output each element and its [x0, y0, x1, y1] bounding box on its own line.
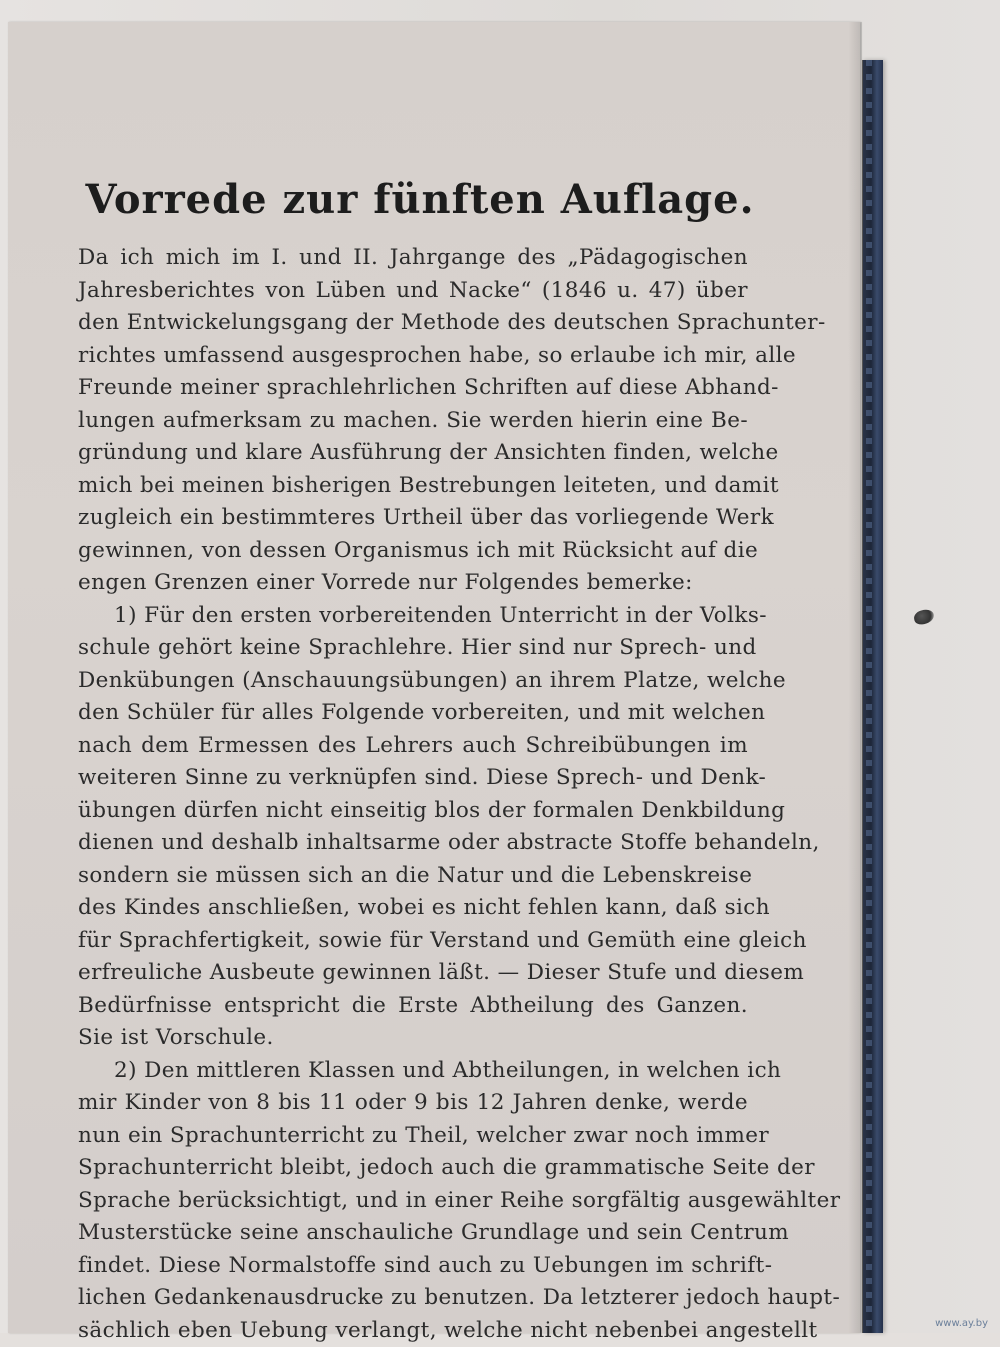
text-line: 1) Für den ersten vorbereitenden Unterricht in der Volks- [78, 600, 748, 633]
text-line: Musterstücke seine anschauliche Grundlage und sein Centrum [78, 1217, 748, 1250]
text-line: Sprache berücksichtigt, und in einer Reihe sorgfältig ausgewählter [78, 1185, 748, 1218]
text-line: für Sprachfertigkeit, sowie für Verstand und Gemüth eine gleich [78, 925, 748, 958]
text-line: Jahresberichtes von Lüben und Nacke“ (1846 u. 47) über [78, 275, 748, 308]
text-line: sächlich eben Uebung verlangt, welche nicht nebenbei angestellt [78, 1315, 748, 1347]
page-gutter-shadow [848, 22, 862, 1333]
text-line: des Kindes anschließen, wobei es nicht fehlen kann, daß sich [78, 892, 748, 925]
text-line: gründung und klare Ausführung der Ansichten finden, welche [78, 437, 748, 470]
body-text [78, 242, 748, 1347]
text-line: lichen Gedankenausdrucke zu benutzen. Da letzterer jedoch haupt- [78, 1282, 748, 1315]
text-line: gewinnen, von dessen Organismus ich mit Rücksicht auf die [78, 535, 748, 568]
text-line: nun ein Sprachunterricht zu Theil, welcher zwar noch immer [78, 1120, 748, 1153]
text-line: Denkübungen (Anschauungsübungen) an ihrem Platze, welche [78, 665, 748, 698]
text-line: den Schüler für alles Folgende vorbereiten, und mit welchen [78, 697, 748, 730]
watermark-text: www.ay.by [935, 1318, 988, 1329]
text-line: den Entwickelungsgang der Methode des deutschen Sprachunter- [78, 307, 748, 340]
text-line: lungen aufmerksam zu machen. Sie werden hierin eine Be- [78, 405, 748, 438]
text-line: richtes umfassend ausgesprochen habe, so erlaube ich mir, alle [78, 340, 748, 373]
text-line: mich bei meinen bisherigen Bestrebungen leiteten, und damit [78, 470, 748, 503]
text-line: mir Kinder von 8 bis 11 oder 9 bis 12 Jahren denke, werde [78, 1087, 748, 1120]
text-line: Bedürfnisse entspricht die Erste Abtheilung des Ganzen. [78, 990, 748, 1023]
page-title: Vorrede zur fünften Auflage. [60, 176, 780, 223]
text-line: Sie ist Vorschule. [78, 1022, 748, 1055]
text-line: übungen dürfen nicht einseitig blos der formalen Denkbildung [78, 795, 748, 828]
paragraph [78, 242, 748, 600]
text-line: schule gehört keine Sprachlehre. Hier sind nur Sprech- und [78, 632, 748, 665]
paragraph [78, 1055, 748, 1347]
text-line: sondern sie müssen sich an die Natur und die Lebenskreise [78, 860, 748, 893]
book-cover-edge [862, 60, 883, 1333]
text-line: Da ich mich im I. und II. Jahrgange des „Pädagogischen [78, 242, 748, 275]
text-line: findet. Diese Normalstoffe sind auch zu Uebungen im schrift- [78, 1250, 748, 1283]
paragraph [78, 600, 748, 1055]
text-line: weiteren Sinne zu verknüpfen sind. Diese Sprech- und Denk- [78, 762, 748, 795]
text-line: Sprachunterricht bleibt, jedoch auch die grammatische Seite der [78, 1152, 748, 1185]
text-line: engen Grenzen einer Vorrede nur Folgendes bemerke: [78, 567, 748, 600]
text-line: dienen und deshalb inhaltsarme oder abstracte Stoffe behandeln, [78, 827, 748, 860]
text-line: Freunde meiner sprachlehrlichen Schriften auf diese Abhand- [78, 372, 748, 405]
text-line: zugleich ein bestimmteres Urtheil über das vorliegende Werk [78, 502, 748, 535]
text-line: 2) Den mittleren Klassen und Abtheilungen, in welchen ich [78, 1055, 748, 1088]
text-line: erfreuliche Ausbeute gewinnen läßt. — Dieser Stufe und diesem [78, 957, 748, 990]
text-line: nach dem Ermessen des Lehrers auch Schreibübungen im [78, 730, 748, 763]
